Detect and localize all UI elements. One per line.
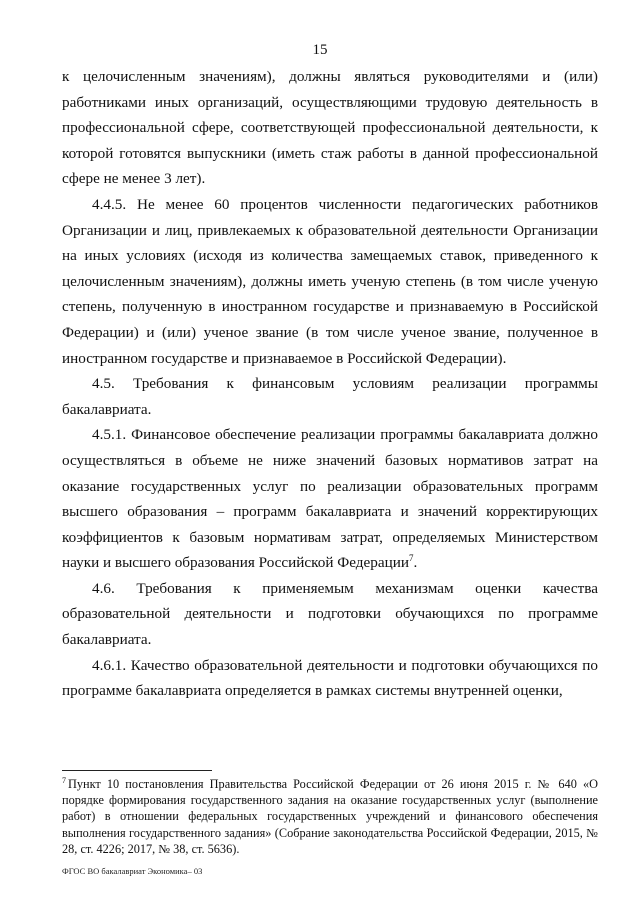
paragraph-text: к целочисленным значениям), должны являться руководителями и (или) работниками иных организаций, осуществляющими трудовую деятельность в профессиональной сфере, соответствующей профессиональной деятельности, к которой готовятся выпускники (иметь стаж работы в данной профессиональной сфере не менее 3 лет). (62, 68, 598, 188)
footnote-7 (62, 776, 598, 857)
page-footer: ФГОС ВО бакалавриат Экономика– 03 (62, 866, 203, 876)
footnote-text: Пункт 10 постановления Правительства Российской Федерации от 26 июня 2015 г. № 640 «О порядке формирования государственного задания на оказание государственных услуг (выполнение работ) в отношении федеральных государственных учреждений и финансового обеспечения выполнения государственного задания» (Собрание законодательства Российской Федерации, 2015, № 28, ст. 4226; 2017, № 38, ст. 5636). (62, 777, 598, 856)
document-body (62, 64, 598, 704)
paragraph-4-5 (62, 371, 598, 422)
page-number: 15 (312, 42, 328, 58)
paragraph-4-4-5 (62, 192, 598, 371)
footnote-separator (62, 770, 212, 771)
paragraph-end-punctuation: . (413, 554, 418, 572)
paragraph-text: 4.4.5. Не менее 60 процентов численности педагогических работников Организации и лиц, привлекаемых к образовательной деятельности Организации на иных условиях (исходя из количества замещаемых ставок, приведенного к целочисленным значениям), должны иметь ученую степень (в том числе ученую степень, полученную в иностранном государстве и признаваемую в Российской Федерации) и (или) ученое звание (в том числе ученое звание, полученное в иностранном государстве и признаваемое в Российской Федерации). (62, 195, 598, 367)
paragraph-continuation (62, 64, 598, 192)
paragraph-4-5-1 (62, 422, 598, 576)
footnote-reference[interactable]: 7 (409, 553, 414, 564)
paragraph-4-6 (62, 576, 598, 653)
paragraph-4-6-1 (62, 653, 598, 704)
paragraph-text: 4.6. Требования к применяемым механизмам оценки качества образовательной деятельности и подготовки обучающихся по программе бакалавриата. (62, 579, 598, 649)
paragraph-text: 4.5. Требования к финансовым условиям реализации программы бакалавриата. (62, 375, 598, 418)
footnote-mark: 7 (62, 775, 66, 785)
paragraph-text: 4.5.1. Финансовое обеспечение реализации программы бакалавриата должно осуществляться в объеме не ниже значений базовых нормативов затрат на оказание государственных услуг по реализации образовательных программ высшего образования – программ бакалавриата и значений корректирующих коэффициентов к базовым нормативам затрат, определяемых Министерством науки и высшего образования Российской Федерации (62, 426, 598, 572)
paragraph-text: 4.6.1. Качество образовательной деятельности и подготовки обучающихся по программе бакалавриата определяется в рамках системы внутренней оценки, (62, 656, 598, 700)
